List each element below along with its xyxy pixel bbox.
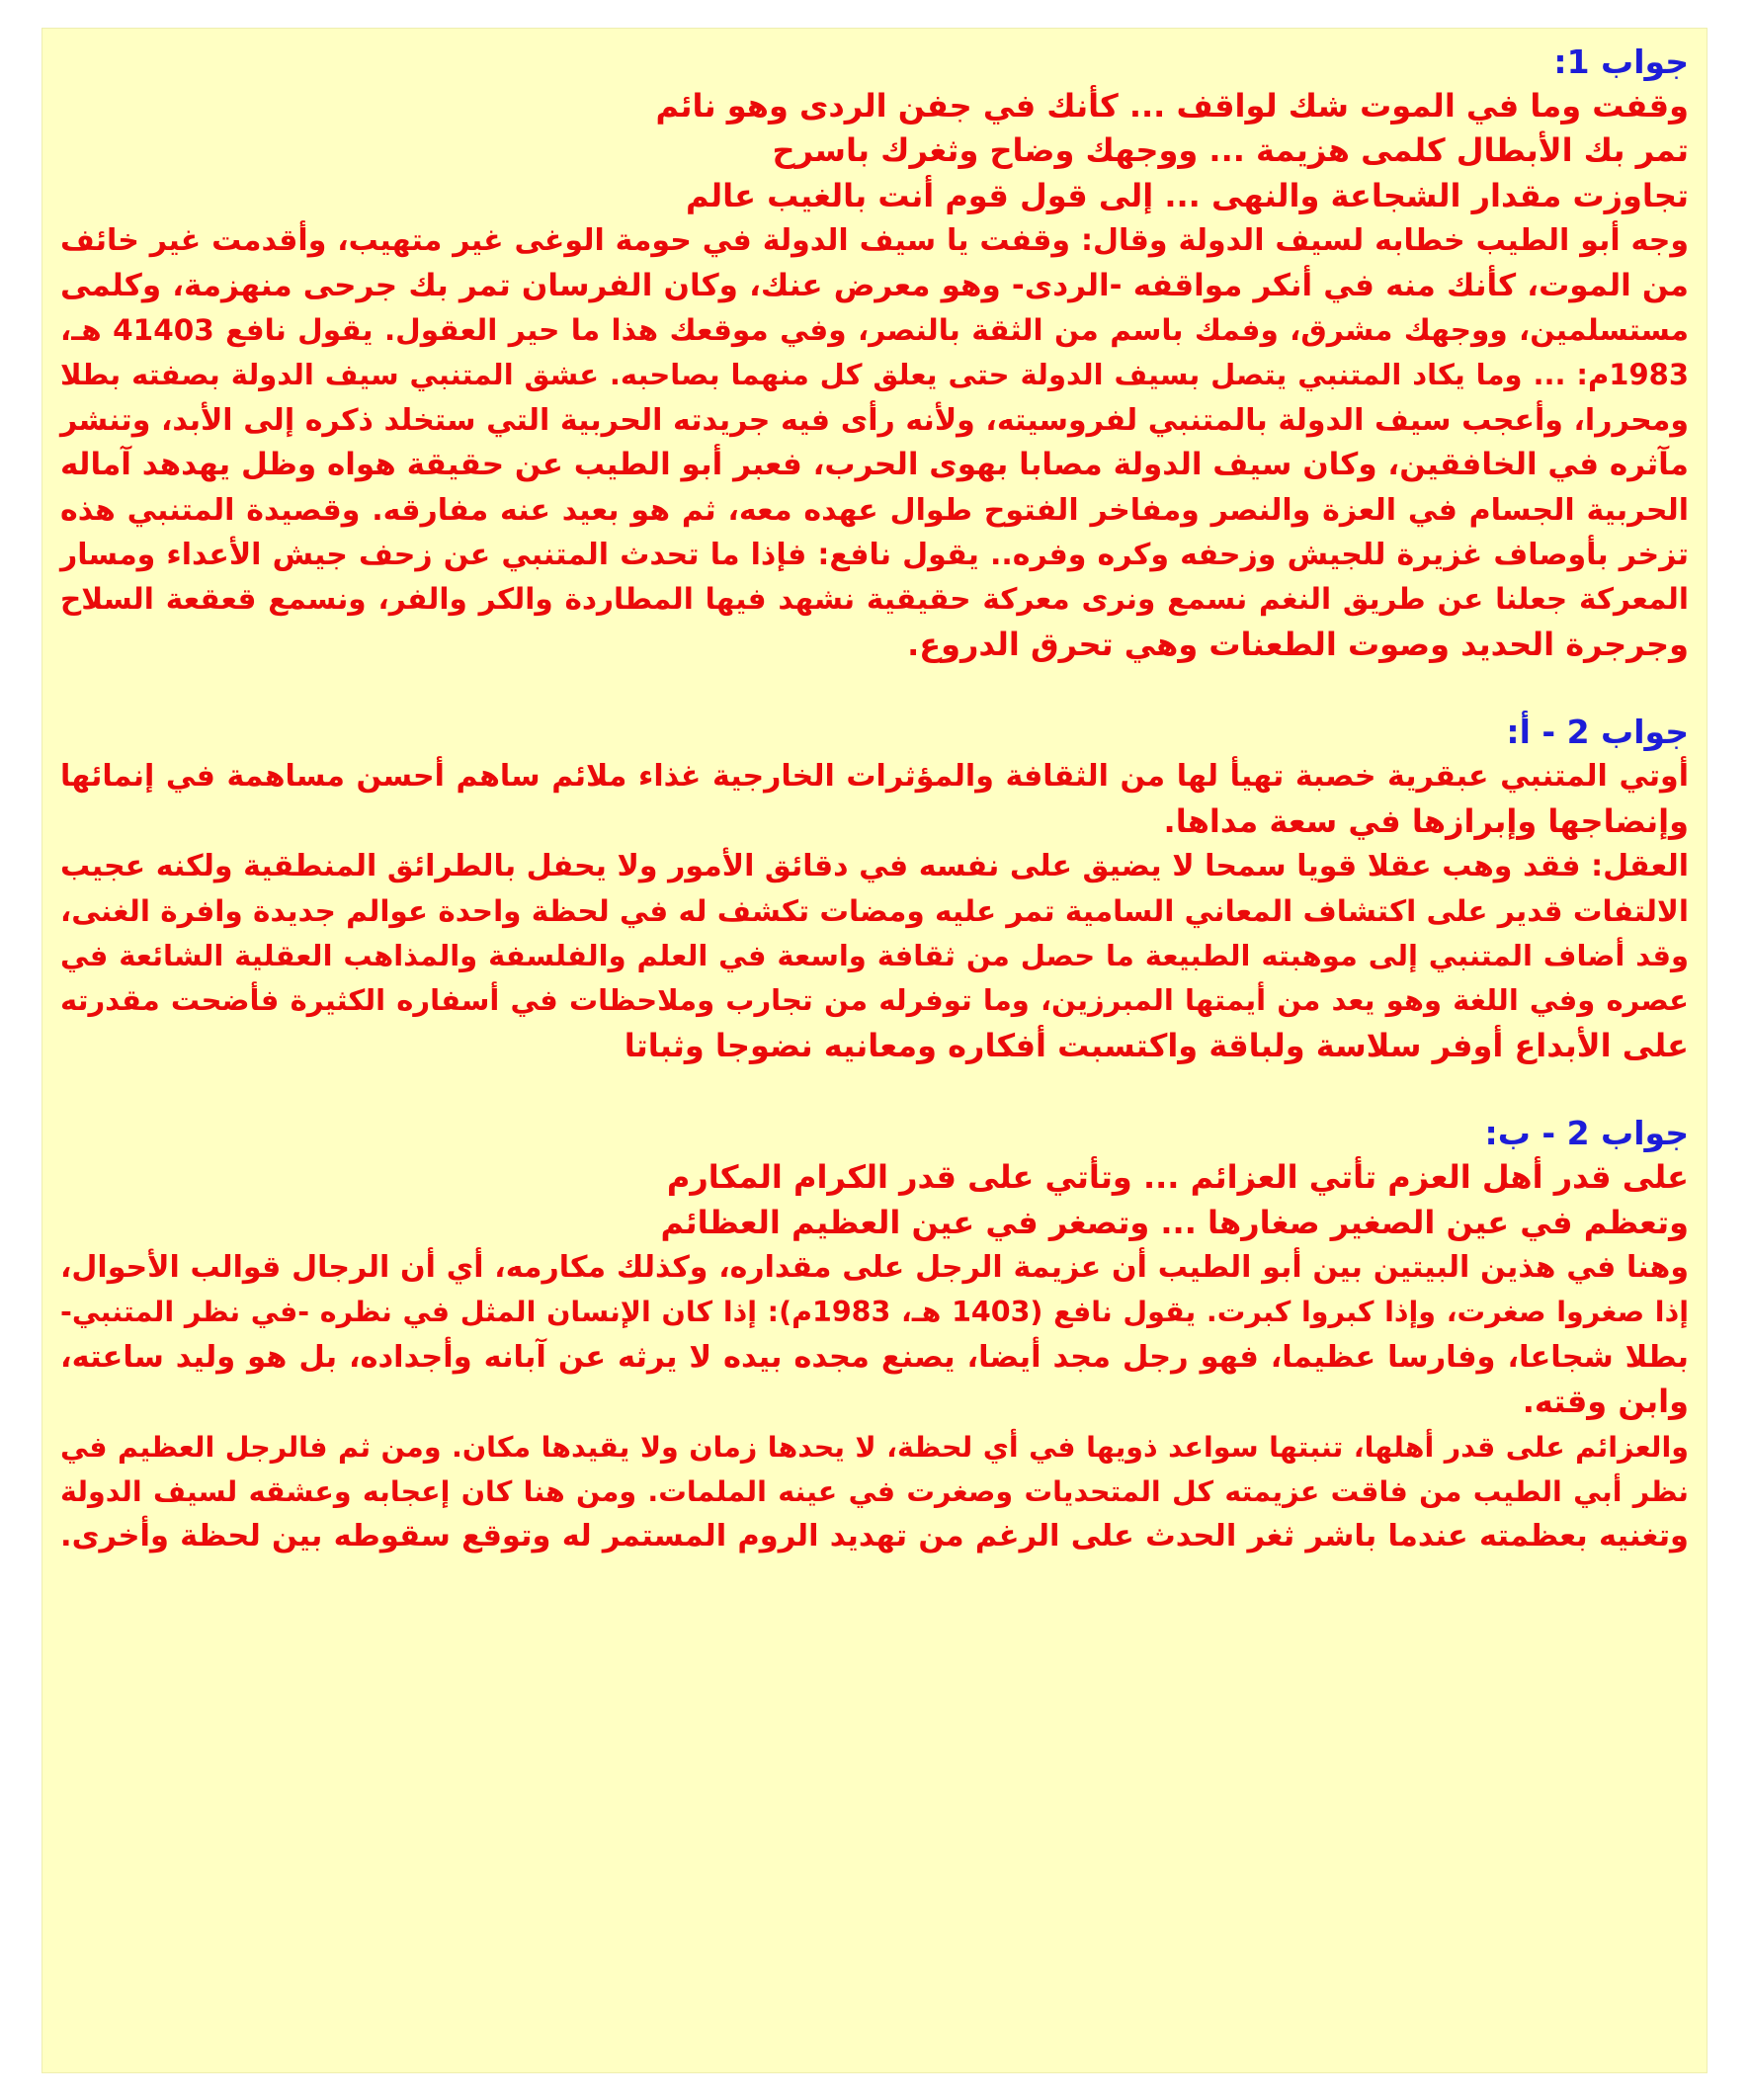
answer-1-text-line: من الموت، كأنك منه في أنكر مواقفه -الردى- وهو معرض عنك، وكان الفرسان تمر بك جرحى منهزمة، وكلمى (60, 267, 1689, 303)
answer-1-verse-2: تمر بك الأبطال كلمى هزيمة ... ووجهك وضاح وثغرك باسرح (772, 131, 1689, 170)
answer-2b-text-line: نظر أبي الطيب من فاقت عزيمته كل المتحديات وصغرت في عينه الملمات. ومن هنا كان إعجابه وعشقه لسيف الدولة (60, 1474, 1689, 1508)
answer-1-verse-1: وقفت وما في الموت شك لواقف ... كأنك في جفن الردى وهو نائم (655, 87, 1689, 125)
answer-2a-text-line: أوتي المتنبي عبقرية خصبة تهيأ لها من الثقافة والمؤثرات الخارجية غذاء ملائم ساهم أحسن مساهمة في إنمائها (60, 759, 1689, 795)
answer-2a-section (60, 711, 1689, 1068)
answer-2a-text-line: عصره وفي اللغة وهو يعد من أيمتها المبرزين، وما توفرله من تجارب وملاحظات في أسفاره الكثيرة فأضحت مقدرته (60, 983, 1689, 1018)
answer-1-text-line: وجرجرة الحديد وصوت الطعنات وهي تحرق الدروع. (907, 625, 1689, 663)
answer-2b-text-line: والعزائم على قدر أهلها، تنبتها سواعد ذويها في أي لحظة، لا يحدها زمان ولا يقيدها مكان. ومن ثم فالرجل العظيم في (60, 1430, 1689, 1464)
answer-2b-text-line: وابن وقته. (1522, 1383, 1689, 1421)
answer-2b-verse-2: وتعظم في عين الصغير صغارها ... وتصغر في عين العظيم العظائم (660, 1203, 1689, 1241)
answer-1-text-line: ومحررا، وأعجب سيف الدولة بالمتنبي لفروسيته، ولأنه رأى فيه جريدته الحربية التي ستخلد ذكره إلى الأبد، وتنشر (60, 402, 1689, 438)
answer-2a-text-line: وإنضاجها وإبرازها في سعة مداها. (1163, 801, 1689, 840)
answer-content (60, 41, 1689, 1559)
answer-2b-text-line: إذا صغروا صغرت، وإذا كبروا كبرت. يقول نافع (1403 هـ، 1983م): إذا كان الإنسان المثل في نظره -في نظر المتنبي- (60, 1296, 1689, 1329)
answer-2b-heading: جواب 2 - ب: (1484, 1114, 1689, 1153)
answer-2b-text-line: وهنا في هذين البيتين بين أبو الطيب أن عزيمة الرجل على مقداره، وكذلك مكارمه، أي أن الرجال قوالب الأحوال، (60, 1249, 1689, 1285)
answer-2b-text-line: بطلا شجاعا، وفارسا عظيما، فهو رجل مجد أيضا، يصنع مجده بيده لا يرثه عن آبانه وأجداده، بل هو وليد ساعته، (60, 1339, 1689, 1375)
answer-2a-heading: جواب 2 - أ: (1506, 713, 1689, 752)
answer-1-text-line: مستسلمين، ووجهك مشرق، وفمك باسم من الثقة بالنصر، وفي موقعك هذا ما حير العقول. يقول نافع 41403 هـ، (60, 313, 1690, 348)
answer-1-section (60, 41, 1689, 667)
answer-2a-text-line: الالتفات قدير على اكتشاف المعاني السامية تمر عليه ومضات تكشف له في لحظة واحدة عوالم جديدة وافرة الغنى، (60, 893, 1689, 928)
answer-2b-text-line: وتغنيه بعظمته عندما باشر ثغر الحدث على الرغم من تهديد الروم المستمر له وتوقع سقوطه بين لحظة وأخرى. (60, 1519, 1689, 1554)
answer-2b-verse-1: على قدر أهل العزم تأتي العزائم ... وتأتي على قدر الكرام المكارم (666, 1158, 1689, 1197)
answer-2a-text-line: وقد أضاف المتنبي إلى موهبته الطبيعة ما حصل من ثقافة واسعة في العلم والفلسفة والمذاهب العقلية الشائعة في (60, 938, 1689, 972)
answer-2a-text-line: العقل: فقد وهب عقلا قويا سمحا لا يضيق على نفسه في دقائق الأمور ولا يحفل بالطرائق المنطقية ولكنه عجيب (60, 849, 1689, 884)
answer-1-text-line: تزخر بأوصاف غزيرة للجيش وزحفه وكره وفره.. يقول نافع: فإذا ما تحدث المتنبي عن زحف جيش الأعداء ومسار (60, 538, 1689, 573)
answer-1-text-line: 1983م: ... وما يكاد المتنبي يتصل بسيف الدولة حتى يعلق كل منهما بصاحبه. عشق المتنبي سيف الدولة بصفته بطلا (60, 358, 1689, 392)
answer-1-verse-3: تجاوزت مقدار الشجاعة والنهى ... إلى قول قوم أنت بالغيب عالم (686, 176, 1689, 214)
answer-1-heading: جواب 1: (1553, 42, 1689, 81)
answer-1-text-line: مآثره في الخافقين، وكان سيف الدولة مصابا بهوى الحرب، فعبر أبو الطيب عن حقيقة هواه وظل يهدهد آماله (60, 447, 1689, 483)
answer-1-text-line: وجه أبو الطيب خطابه لسيف الدولة وقال: وقفت يا سيف الدولة في حومة الوغى غير متهيب، وأقدمت غير خائف (60, 223, 1689, 259)
answer-2a-text-line: على الأبداع أوفر سلاسة ولباقة واكتسبت أفكاره ومعانيه نضوجا وثباتا (624, 1026, 1689, 1064)
answer-1-text-line: المعركة جعلنا عن طريق النغم نسمع ونرى معركة حقيقية نشهد فيها المطاردة والكر والفر، ونسمع قعقعة السلاح (60, 582, 1689, 617)
answer-2b-section (60, 1112, 1689, 1559)
answer-sheet (42, 28, 1707, 2073)
answer-1-text-line: الحربية الجسام في العزة والنصر ومفاخر الفتوح طوال عهده معه، ثم هو بعيد عنه مفارقه. وقصيدة المتنبي هذه (60, 492, 1689, 528)
